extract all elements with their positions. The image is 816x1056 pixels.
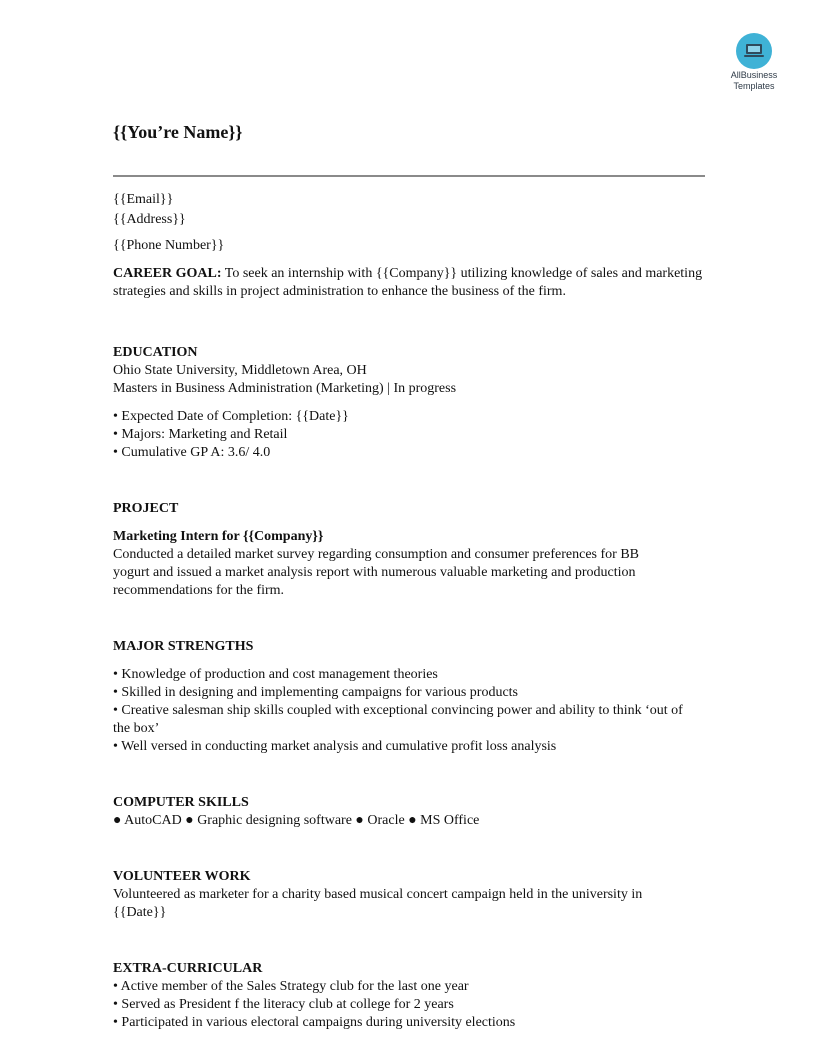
list-item: • Skilled in designing and implementing campaigns for various products [113,684,688,702]
logo-text-line1: AllBusiness [730,70,778,80]
list-item: • Participated in various electoral campaigns during university elections [113,1014,705,1032]
career-goal-label: CAREER GOAL: [113,266,222,281]
extracurricular-heading: EXTRA-CURRICULAR [113,961,263,976]
contact-phone: {{Phone Number}} [113,238,225,253]
volunteer-text: Volunteered as marketer for a charity based musical concert campaign held in the university in {{Date}} [113,887,643,920]
list-item: • Creative salesman ship skills coupled with exceptional convincing power and ability to think ‘out of the box’ [113,702,688,738]
project-description: Conducted a detailed market survey regarding consumption and consumer preferences for BB yogurt and issued a market analysis report with numerous valuable marketing and production recommendations for the firm. [113,547,639,598]
list-item: • Served as President f the literacy club at college for 2 years [113,996,705,1014]
strengths-heading: MAJOR STRENGTHS [113,639,254,654]
computer-skills-list: ● AutoCAD ● Graphic designing software ● Oracle ● MS Office [113,813,480,828]
list-item: • Well versed in conducting market analysis and cumulative profit loss analysis [113,738,688,756]
education-heading: EDUCATION [113,345,198,360]
volunteer-heading: VOLUNTEER WORK [113,869,251,884]
strengths-list [113,666,688,756]
laptop-icon [736,33,772,69]
allbusiness-templates-logo [726,33,782,91]
contact-email: {{Email}} [113,192,174,207]
career-goal [113,265,705,301]
list-item: • Expected Date of Completion: {{Date}} [113,408,705,426]
logo-text-line2: Templates [733,81,775,91]
header-divider [113,175,705,177]
candidate-name: {{You’re Name}} [113,122,243,142]
list-item: • Active member of the Sales Strategy club for the last one year [113,978,705,996]
extracurricular-list [113,978,705,1032]
education-school: Ohio State University, Middletown Area, OH [113,363,367,378]
computer-skills-heading: COMPUTER SKILLS [113,795,249,810]
education-degree: Masters in Business Administration (Marketing) | In progress [113,381,457,396]
contact-address: {{Address}} [113,212,186,227]
career-goal-text: To seek an internship with {{Company}} utilizing knowledge of sales and marketing strategies and skills in project administration to enhance the business of the firm. [113,266,703,299]
education-list [113,408,705,462]
project-title: Marketing Intern for {{Company}} [113,529,324,544]
list-item: • Knowledge of production and cost management theories [113,666,688,684]
project-heading: PROJECT [113,501,179,516]
list-item: • Majors: Marketing and Retail [113,426,705,444]
list-item: • Cumulative GP A: 3.6/ 4.0 [113,444,705,462]
